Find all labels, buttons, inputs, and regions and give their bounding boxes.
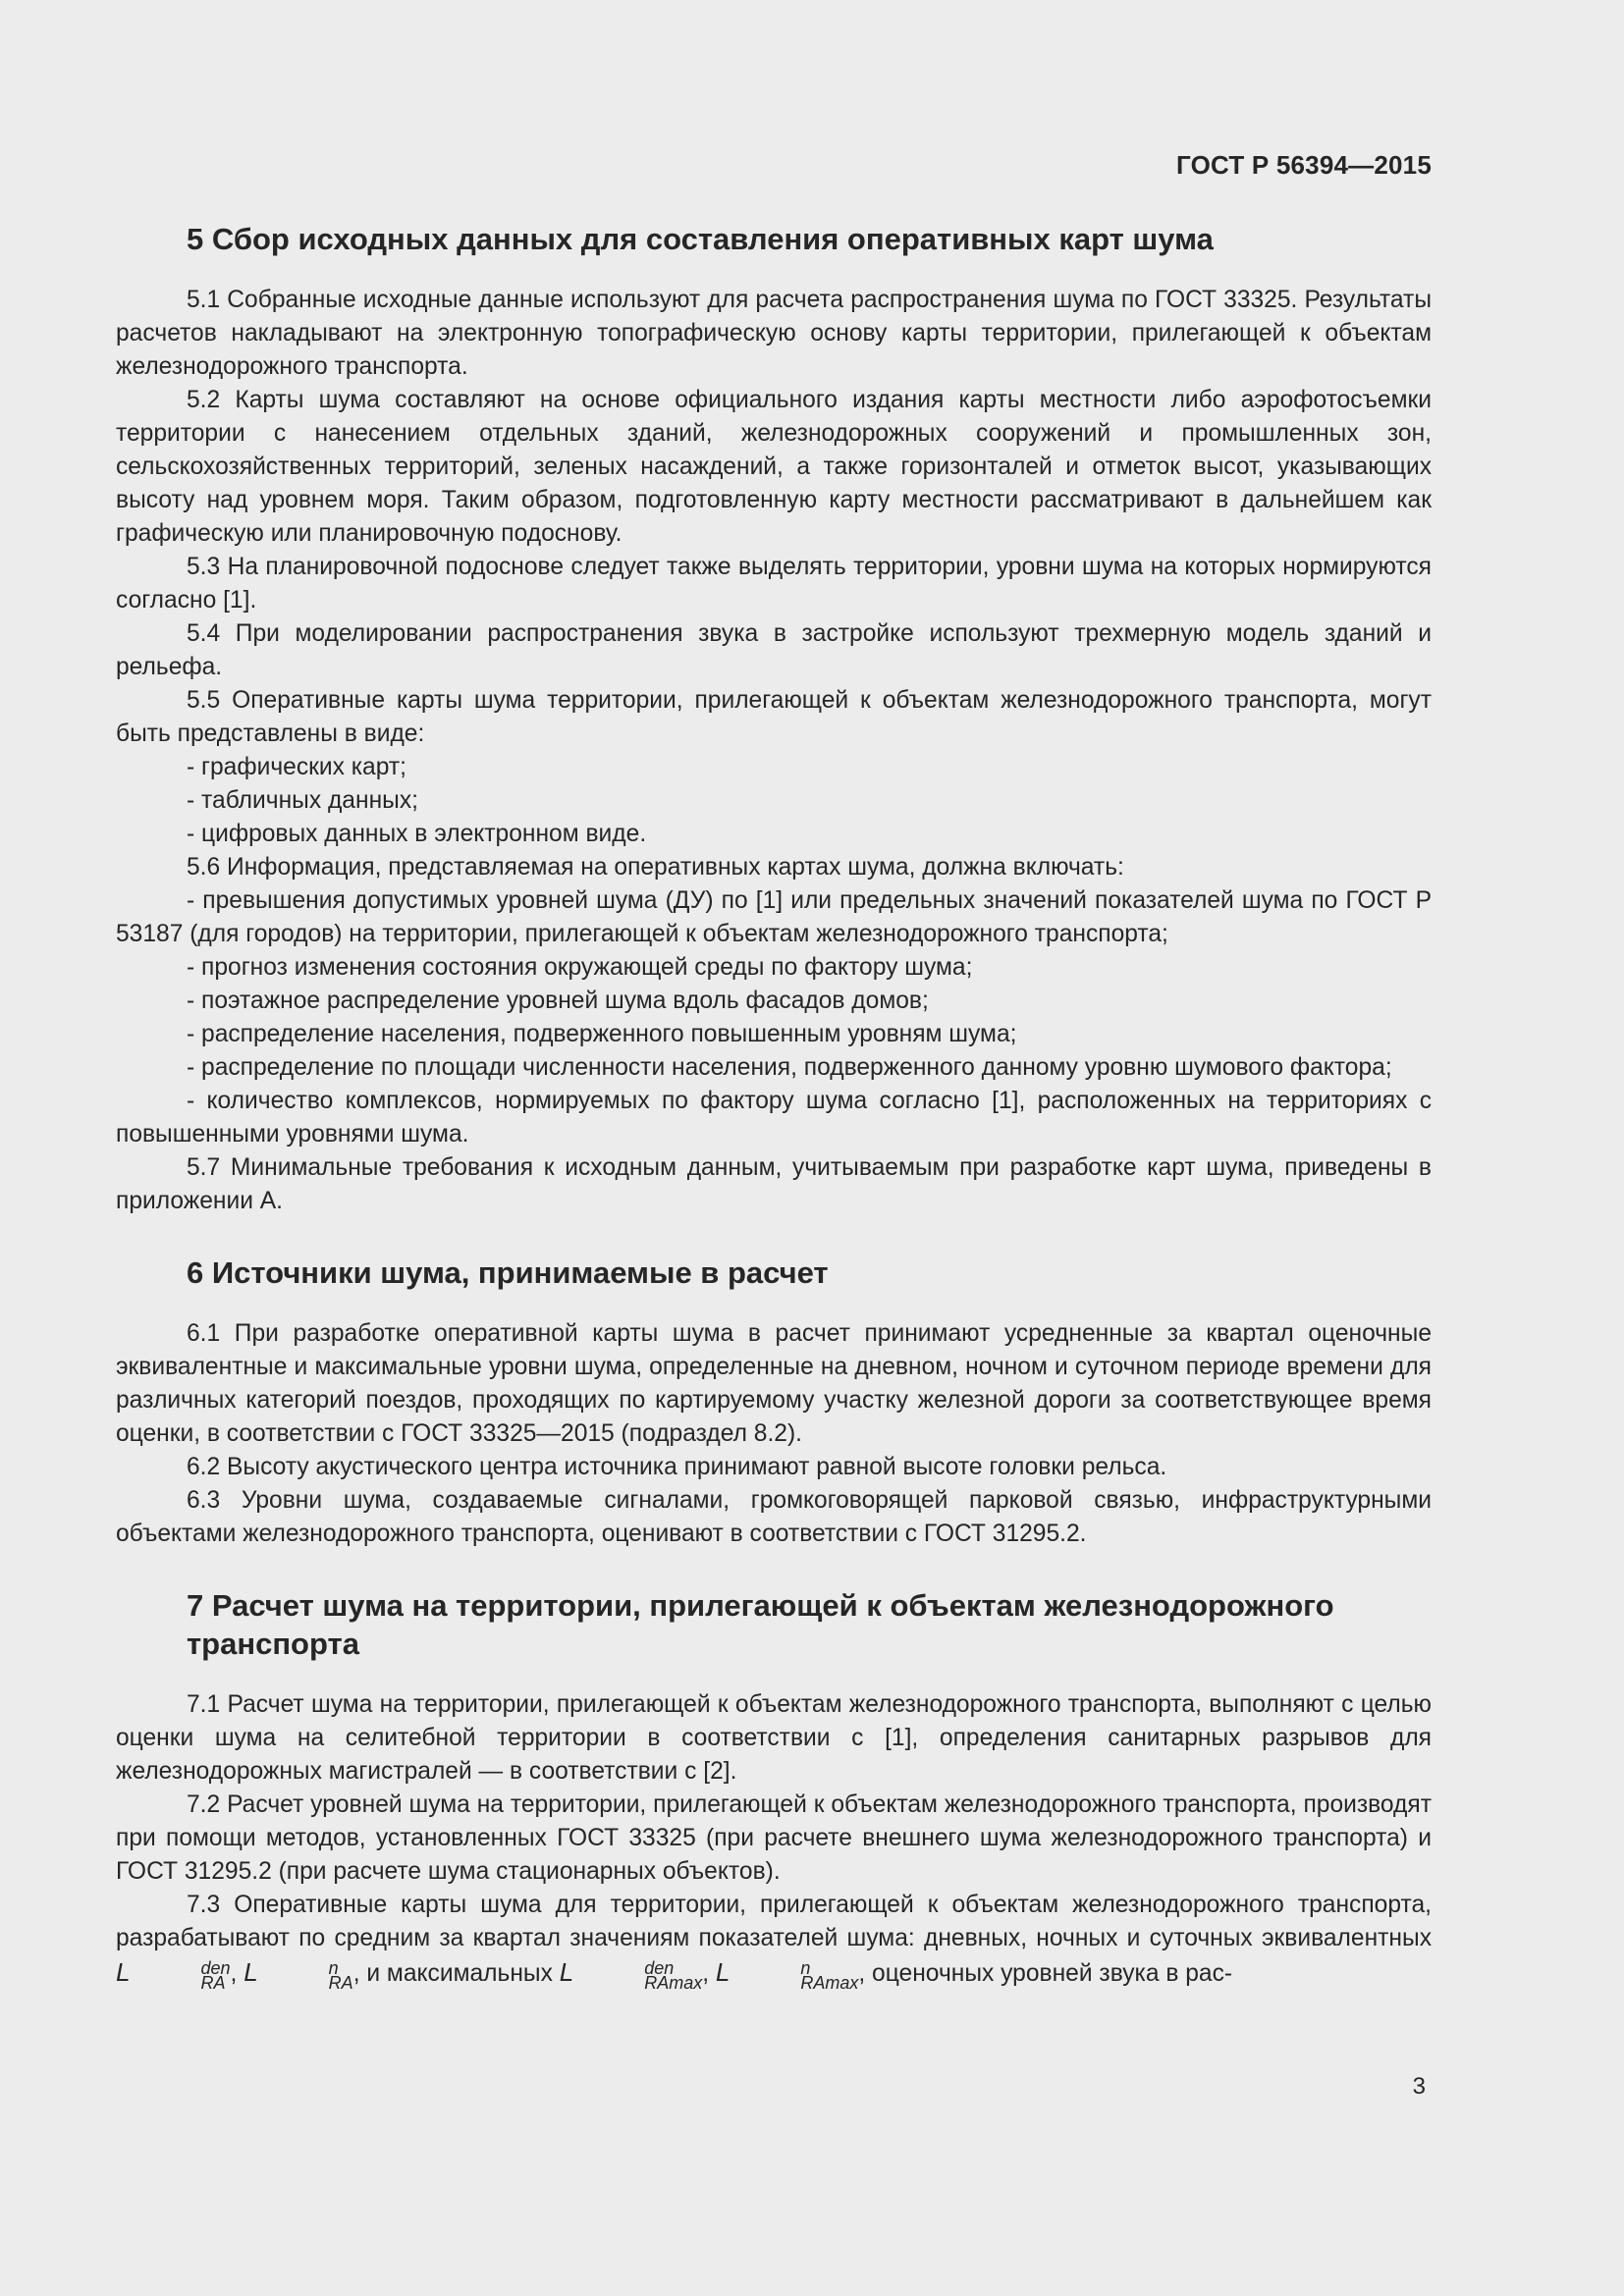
paragraph-5-2: 5.2 Карты шума составляют на основе официального издания карты местности либо аэрофотосъемки территории с нанесением отдельных зданий, железнодорожных сооружений и промышленных зон, сельскохозяйственных территорий, зеленых насаждений, а также горизонталей и отметок высот, указывающих высоту над уровнем моря. Таким образом, подготовленную карту местности рассматривают в дальнейшем как графическую или планировочную подоснову. bbox=[116, 387, 1432, 547]
paragraph-6-1: 6.1 При разработке оперативной карты шума в расчет принимают усредненные за квартал оценочные эквивалентные и максимальные уровни шума, определенные на дневном, ночном и суточном периоде времени для различных категорий поездов, проходящих по картируемому участку железной дороги за соответствующее время оценки, в соответствии с ГОСТ 33325—2015 (подраздел 8.2). bbox=[116, 1320, 1432, 1447]
paragraph-7-3: 7.3 Оперативные карты шума для территории, прилегающей к объектам железнодорожного транспорта, разрабатывают по средним за квартал значениям показателей шума: дневных, ночных и суточных эквивалентных L den RA , L n RA , и максимальных L den RAmax , L n RAmax , оценочных уровней звука в рас- bbox=[116, 1892, 1432, 1993]
paragraph-6-2: 6.2 Высоту акустического центра источника принимают равной высоте головки рельса. bbox=[187, 1454, 1167, 1480]
formula-l-n-ramax: L n RAmax bbox=[715, 1957, 859, 1993]
paragraph-5-1: 5.1 Собранные исходные данные используют для расчета распространения шума по ГОСТ 33325. Результаты расчетов накладывают на электронную топографическую основу карты территории, прилегающей к объектам железнодорожного транспорта. bbox=[116, 287, 1432, 380]
paragraph-7-3-text-c: , оценочных уровней звука в рас- bbox=[858, 1960, 1233, 1987]
paragraph-7-2: 7.2 Расчет уровней шума на территории, прилегающей к объектам железнодорожного транспорта, производят при помощи методов, установленных ГОСТ 33325 (при расчете внешнего шума железнодорожного транспорта) и ГОСТ 31295.2 (при расчете шума стационарных объектов). bbox=[116, 1791, 1432, 1885]
section-7-title: 7 Расчет шума на территории, прилегающей к объектам железнодорожного транспорта bbox=[187, 1588, 1334, 1661]
section-7-body bbox=[116, 1688, 1432, 1991]
paragraph-5-3: 5.3 На планировочной подоснове следует также выделять территории, уровни шума на которых нормируются согласно [1]. bbox=[116, 554, 1432, 614]
page-content bbox=[116, 220, 1432, 1991]
list-item: - цифровых данных в электронном виде. bbox=[187, 821, 647, 847]
list-item: - поэтажное распределение уровней шума вдоль фасадов домов; bbox=[187, 988, 929, 1014]
paragraph-7-3-text-a: 7.3 Оперативные карты шума для территории, прилегающей к объектам железнодорожного транспорта, разрабатывают по средним за квартал значениям показателей шума: дневных, ночных и суточных эквивалентных bbox=[116, 1892, 1432, 1951]
paragraph-5-7: 5.7 Минимальные требования к исходным данным, учитываемым при разработке карт шума, приведены в приложении А. bbox=[116, 1154, 1432, 1214]
list-item: - прогноз изменения состояния окружающей среды по фактору шума; bbox=[187, 954, 973, 981]
paragraph-5-6: 5.6 Информация, представляемая на оперативных картах шума, должна включать: bbox=[187, 854, 1124, 881]
section-6-title: 6 Источники шума, принимаемые в расчет bbox=[187, 1255, 829, 1290]
paragraph-7-3-text-b: , и максимальных bbox=[352, 1960, 553, 1987]
standard-header: ГОСТ Р 56394—2015 bbox=[1176, 150, 1432, 180]
section-5-body bbox=[116, 284, 1432, 1218]
section-5-title: 5 Сбор исходных данных для составления оперативных карт шума bbox=[187, 222, 1214, 256]
page-number: 3 bbox=[1412, 2073, 1426, 2100]
paragraph-6-3: 6.3 Уровни шума, создаваемые сигналами, громкоговорящей парковой связью, инфраструктурными объектами железнодорожного транспорта, оценивают в соответствии с ГОСТ 31295.2. bbox=[116, 1487, 1432, 1547]
formula-l-den-ra: L den RA bbox=[116, 1957, 231, 1993]
list-item: - превышения допустимых уровней шума (ДУ) по [1] или предельных значений показателей шума по ГОСТ Р 53187 (для городов) на территории, прилегающей к объектам железнодорожного транспорта; bbox=[116, 887, 1432, 947]
list-item: - распределение по площади численности населения, подверженного данному уровню шумового фактора; bbox=[187, 1054, 1392, 1081]
paragraph-7-1: 7.1 Расчет шума на территории, прилегающей к объектам железнодорожного транспорта, выполняют с целью оценки шума на селитебной территории в соответствии с [1], определения санитарных разрывов для железнодорожных магистралей — в соответствии с [2]. bbox=[116, 1691, 1432, 1785]
paragraph-5-5: 5.5 Оперативные карты шума территории, прилегающей к объектам железнодорожного транспорта, могут быть представлены в виде: bbox=[116, 687, 1432, 747]
paragraph-5-4: 5.4 При моделировании распространения звука в застройке используют трехмерную модель зданий и рельефа. bbox=[116, 620, 1432, 680]
list-item: - количество комплексов, нормируемых по фактору шума согласно [1], расположенных на территориях с повышенными уровнями шума. bbox=[116, 1088, 1432, 1148]
section-6-body bbox=[116, 1317, 1432, 1551]
list-item: - графических карт; bbox=[187, 754, 406, 780]
list-item: - табличных данных; bbox=[187, 787, 418, 814]
formula-l-den-ramax: L den RAmax bbox=[559, 1957, 703, 1993]
list-item: - распределение населения, подверженного повышенным уровням шума; bbox=[187, 1021, 1017, 1047]
formula-l-n-ra: L n RA bbox=[244, 1957, 353, 1993]
